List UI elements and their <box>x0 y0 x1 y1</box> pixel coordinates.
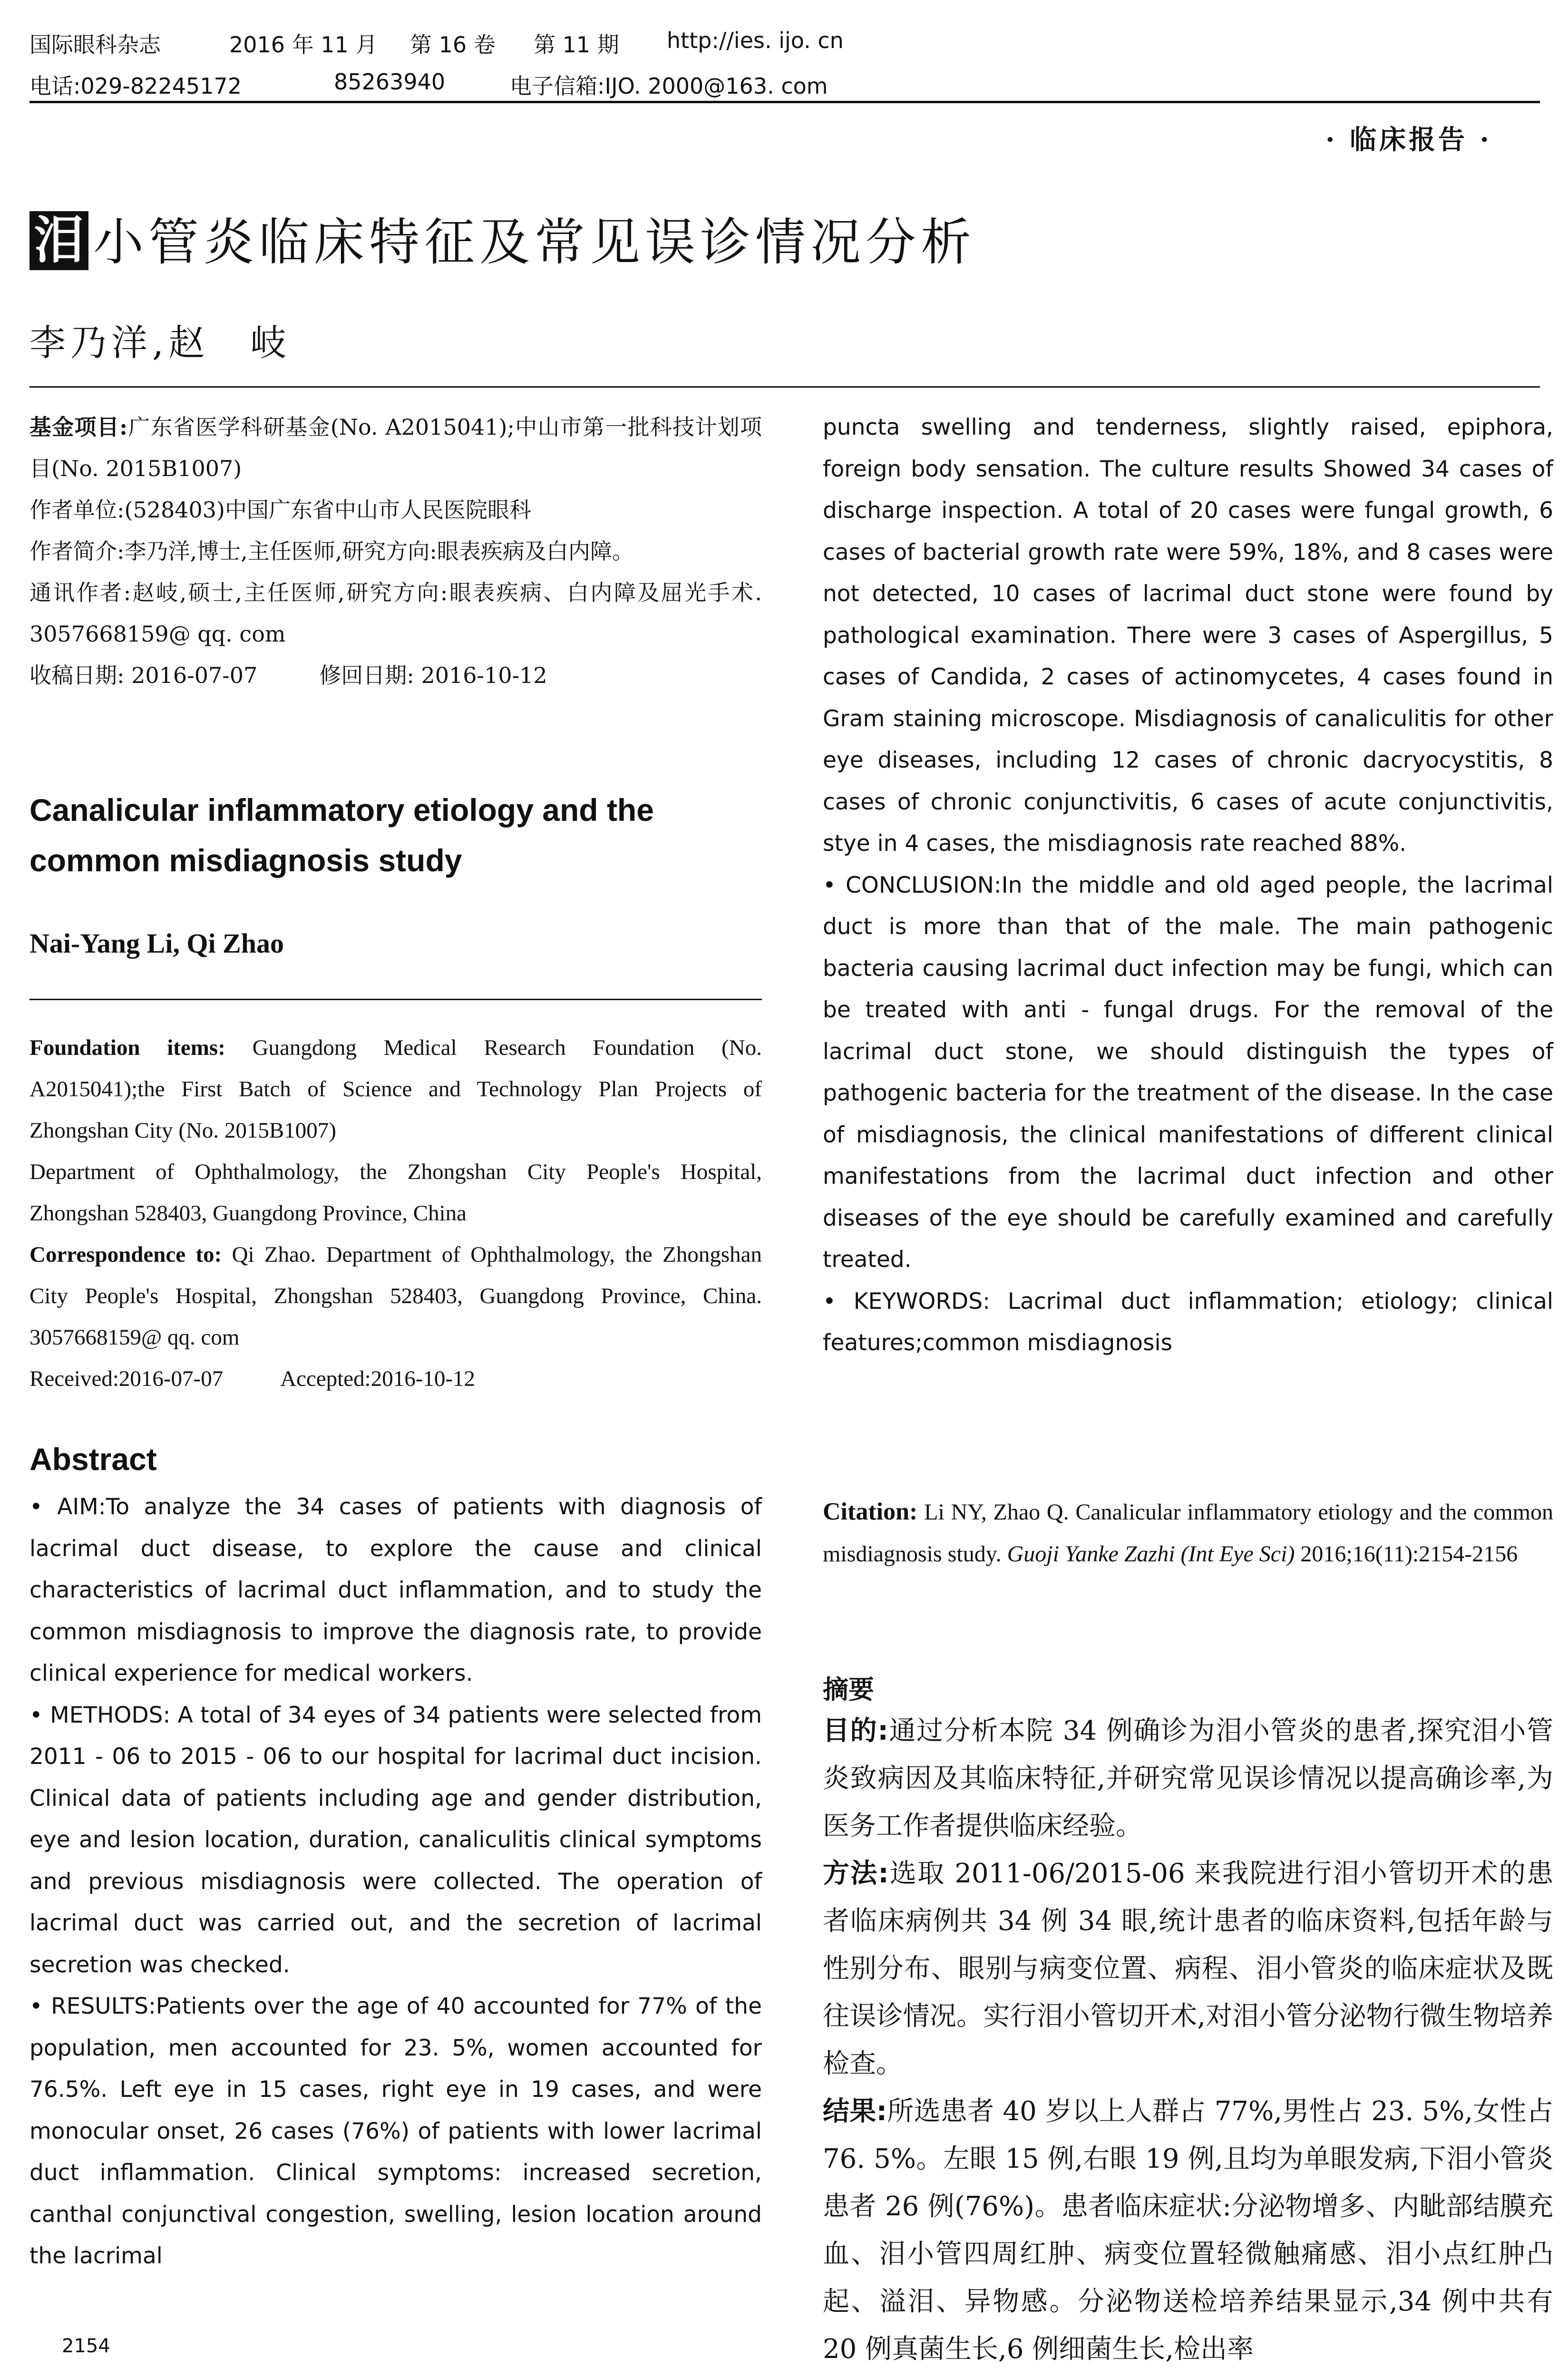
english-title: Canalicular inflammatory etiology and the common misdiagnosis study <box>29 792 654 878</box>
cn-metadata <box>29 407 762 696</box>
abstract-left <box>29 1486 762 2277</box>
en-metadata <box>29 1027 762 1400</box>
issue: 第 11 期 <box>534 32 619 58</box>
zhaiyao-body <box>823 1707 1553 2373</box>
abstract-methods: • METHODS: A total of 34 eyes of 34 patients were selected from 2011 - 06 to 2015 - 06 to our hospital for lacrimal duct incision. Clinical data of patients including age and gender distribution, eye and lesion location, duration, canaliculitis clinical symptoms and previous misdiagnosis were collected. The operation of lacrimal duct was carried out, and the secretion of lacrimal secretion was checked. <box>29 1702 762 1978</box>
fund-info: 基金项目:广东省医学科研基金(No. A2015041);中山市第一批科技计划项目(No. 2015B1007) <box>29 414 762 481</box>
title-rule <box>29 386 1540 388</box>
abstract-conclusion: • CONCLUSION:In the middle and old aged people, the lacrimal duct is more than that of the male. The main pathogenic bacteria causing lacrimal duct infection may be fungi, which can be treated with anti - fungal drugs. For the removal of the lacrimal duct stone, we should distinguish the types of pathogenic bacteria for the treatment of the disease. In the case of misdiagnosis, the clinical manifestations of different clinical manifestations from the lacrimal duct infection and other diseases of the eye should be carefully examined and carefully treated. <box>823 872 1553 1273</box>
page-number: 2154 <box>62 2335 110 2357</box>
zhaiyao-fangfa: 方法:选取 2011-06/2015-06 来我院进行泪小管切开术的患者临床病例共 34 例 34 眼,统计患者的临床资料,包括年龄与性别分布、眼别与病变位置、病程、泪小管炎的临床症状及既往误诊情况。实行泪小管切开术,对泪小管分泌物行微生物培养检查。 <box>823 1858 1553 2079</box>
dates-en: Received:2016-07-07 Accepted:2016-10-12 <box>29 1366 476 1391</box>
journal-header-line-2 <box>29 69 1540 97</box>
abstract-aim: • AIM:To analyze the 34 cases of patients with diagnosis of lacrimal duct disease, to explore the cause and clinical characteristics of lacrimal duct inflammation, and to study the common misdiagnosis to improve the diagnosis rate, to provide clinical experience for medical workers. <box>29 1494 762 1686</box>
author-bio: 作者简介:李乃洋,博士,主任医师,研究方向:眼表疾病及白内障。 <box>29 538 634 564</box>
zhaiyao-jieguo: 结果:所选患者 40 岁以上人群占 77%,男性占 23. 5%,女性占 76. 5%。左眼 15 例,右眼 19 例,且均为单眼发病,下泪小管炎患者 26 例(76%)。患者临床症状:分泌物增多、内眦部结膜充血、泪小管四周红肿、病变位置轻微触痛感、泪小点红肿凸起、溢泪、异物感。分泌物送检培养结果显示,34 例中共有 20 例真菌生长,6 例细菌生长,检出率 <box>823 2096 1553 2365</box>
authors-cn: 李乃洋,赵 岐 <box>29 321 292 364</box>
issue-date: 2016 年 11 月 <box>229 32 378 58</box>
section-tag: · 临床报告 · <box>1325 124 1492 156</box>
abstract-results: • RESULTS:Patients over the age of 40 accounted for 77% of the population, men accounted for 23. 5%, women accounted for 76.5%. Left eye in 15 cases, right eye in 19 cases, and were monocular onset, 26 cases (76%) of patients with lower lacrimal duct inflammation. Clinical symptoms: increased secretion, canthal conjunctival congestion, swelling, lesion location around the lacrimal <box>29 1993 762 2269</box>
zhaiyao-mudi: 目的:通过分析本院 34 例确诊为泪小管炎的患者,探究泪小管炎致病因及其临床特征,并研究常见误诊情况以提高确诊率,为医务工作者提供临床经验。 <box>823 1715 1553 1841</box>
header-rule <box>29 101 1540 103</box>
corresponding-author-cn: 通讯作者:赵岐,硕士,主任医师,研究方向:眼表疾病、白内障及屈光手术. 3057668159@ qq. com <box>29 580 762 647</box>
title-initial: 泪 <box>29 211 88 270</box>
citation: Citation: Li NY, Zhao Q. Canalicular inflammatory etiology and the common misdiagnosis study. Guoji Yanke Zazhi (Int Eye Sci) 2016;16(11):2154-2156 <box>823 1498 1554 1567</box>
journal-name: 国际眼科杂志 <box>29 32 161 58</box>
dates-cn: 收稿日期: 2016-07-07 修回日期: 2016-10-12 <box>29 662 547 688</box>
department: Department of Ophthalmology, the Zhongshan City People's Hospital, Zhongshan 528403, Guangdong Province, China <box>29 1159 762 1226</box>
affiliation-cn: 作者单位:(528403)中国广东省中山市人民医院眼科 <box>29 497 531 523</box>
zhaiyao-heading: 摘要 <box>823 1675 874 1705</box>
english-authors: Nai-Yang Li, Qi Zhao <box>29 928 284 959</box>
journal-url: http://ies. ijo. cn <box>667 28 844 53</box>
foundation-items: Foundation items: Guangdong Medical Research Foundation (No. A2015041);the First Batch of Science and Technology Plan Projects of Zhongshan City (No. 2015B1007) <box>29 1035 762 1143</box>
abstract-right <box>823 407 1553 1364</box>
journal-header-line-1 <box>29 28 1540 56</box>
title-text: 小管炎临床特征及常见误诊情况分析 <box>93 213 976 272</box>
journal-phone: 电话:029-82245172 <box>29 73 242 99</box>
correspondence: Correspondence to: Qi Zhao. Department of Ophthalmology, the Zhongshan City People's Hospital, Zhongshan 528403, Guangdong Province, China. 3057668159@ qq. com <box>29 1242 762 1350</box>
volume: 第 16 卷 <box>410 32 496 58</box>
abstract-keywords: • KEYWORDS: Lacrimal duct inflammation; etiology; clinical features;common misdiagnosis <box>823 1288 1553 1356</box>
journal-phone-2: 85263940 <box>334 69 446 95</box>
left-rule <box>29 999 762 1000</box>
abstract-heading: Abstract <box>29 1442 157 1477</box>
paper-title <box>29 209 1504 285</box>
abstract-results-cont: puncta swelling and tenderness, slightly raised, epiphora, foreign body sensation. The culture results Showed 34 cases of discharge inspection. A total of 20 cases were fungal growth, 6 cases of bacterial growth rate were 59%, 18%, and 8 cases were not detected, 10 cases of lacrimal duct stone were found by pathological examination. There were 3 cases of Aspergillus, 5 cases of Candida, 2 cases of actinomycetes, 4 cases found in Gram staining microscope. Misdiagnosis of canaliculitis for other eye diseases, including 12 cases of chronic dacryocystitis, 8 cases of chronic conjunctivitis, 6 cases of acute conjunctivitis, stye in 4 cases, the misdiagnosis rate reached 88%. <box>823 414 1553 857</box>
journal-email: 电子信箱:IJO. 2000@163. com <box>510 73 828 99</box>
